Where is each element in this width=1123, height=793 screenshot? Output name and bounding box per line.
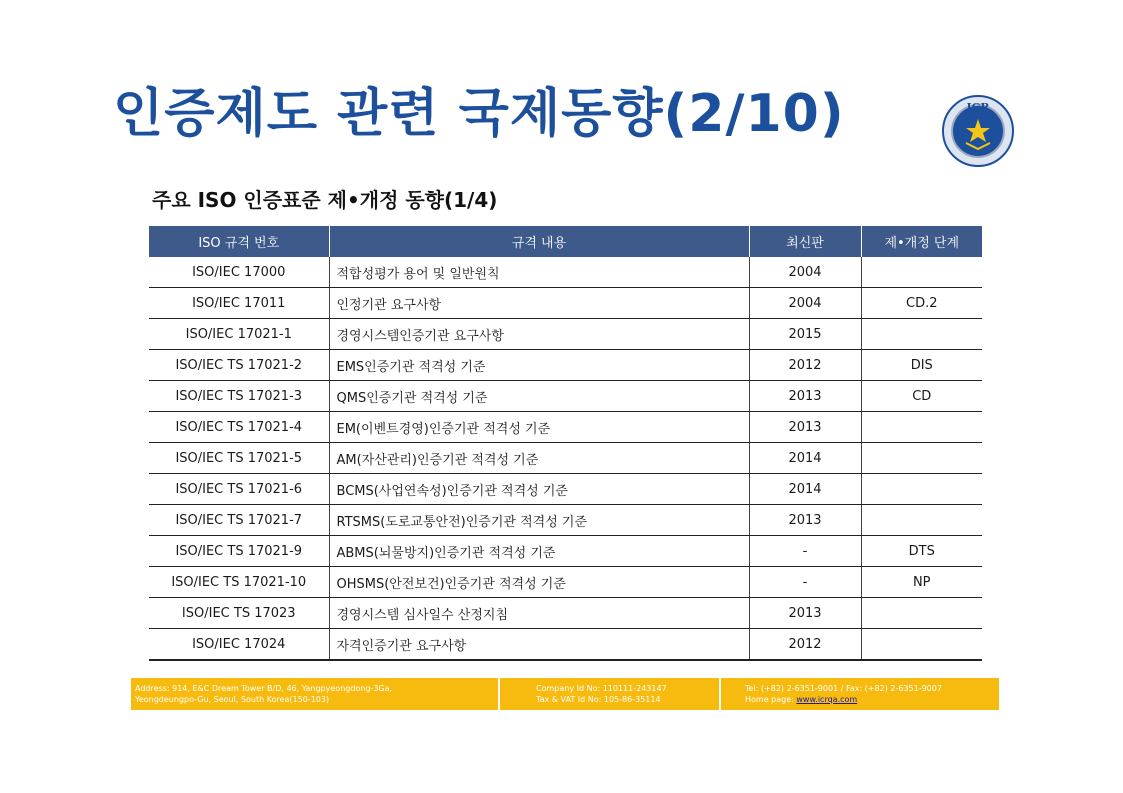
table-row <box>149 319 982 350</box>
iso-number-cell: ISO/IEC 17021-1 <box>149 319 329 350</box>
stage-cell <box>861 598 982 629</box>
table-row <box>149 629 982 661</box>
edition-cell: - <box>749 567 861 598</box>
stage-cell <box>861 629 982 661</box>
stage-cell: DIS <box>861 350 982 381</box>
table-row <box>149 381 982 412</box>
content-cell: 인정기관 요구사항 <box>329 288 749 319</box>
table-row <box>149 257 982 288</box>
iso-number-cell: ISO/IEC TS 17021-10 <box>149 567 329 598</box>
stage-cell: CD <box>861 381 982 412</box>
footer-company-ids <box>500 678 721 710</box>
content-cell: QMS인증기관 적격성 기준 <box>329 381 749 412</box>
table-row <box>149 443 982 474</box>
content-cell: ABMS(뇌물방지)인증기관 적격성 기준 <box>329 536 749 567</box>
edition-cell: 2004 <box>749 257 861 288</box>
edition-cell: 2012 <box>749 350 861 381</box>
table-row <box>149 288 982 319</box>
content-cell: EMS인증기관 적격성 기준 <box>329 350 749 381</box>
edition-cell: 2014 <box>749 474 861 505</box>
table-row <box>149 567 982 598</box>
edition-cell: 2013 <box>749 412 861 443</box>
edition-cell: - <box>749 536 861 567</box>
iso-standards-table <box>149 226 982 661</box>
iso-number-cell: ISO/IEC 17024 <box>149 629 329 661</box>
stage-cell <box>861 412 982 443</box>
table-row <box>149 505 982 536</box>
stage-cell: NP <box>861 567 982 598</box>
iso-number-cell: ISO/IEC TS 17021-6 <box>149 474 329 505</box>
stage-cell <box>861 474 982 505</box>
iso-number-cell: ISO/IEC TS 17021-4 <box>149 412 329 443</box>
stage-cell <box>861 443 982 474</box>
edition-cell: 2013 <box>749 598 861 629</box>
table-row <box>149 536 982 567</box>
svg-text:ICR: ICR <box>966 101 990 114</box>
content-cell: RTSMS(도로교통안전)인증기관 적격성 기준 <box>329 505 749 536</box>
iso-number-cell: ISO/IEC TS 17021-3 <box>149 381 329 412</box>
content-cell: 경영시스템인증기관 요구사항 <box>329 319 749 350</box>
header-latest-edition: 최신판 <box>749 226 861 257</box>
edition-cell: 2013 <box>749 381 861 412</box>
header-content: 규격 내용 <box>329 226 749 257</box>
iso-number-cell: ISO/IEC TS 17021-9 <box>149 536 329 567</box>
tax-id: Tax & VAT Id No: 105-86-35114 <box>536 695 661 704</box>
table-row <box>149 474 982 505</box>
tel-fax: Tel: (+82) 2-6351-9001 / Fax: (+82) 2-6351-9007 <box>745 684 942 693</box>
iso-number-cell: ISO/IEC 17011 <box>149 288 329 319</box>
content-cell: EM(이벤트경영)인증기관 적격성 기준 <box>329 412 749 443</box>
edition-cell: 2004 <box>749 288 861 319</box>
stage-cell <box>861 505 982 536</box>
page-title: 인증제도 관련 국제동향(2/10) <box>113 84 845 144</box>
table-row <box>149 412 982 443</box>
content-cell: 적합성평가 용어 및 일반원칙 <box>329 257 749 288</box>
footer-address <box>131 678 500 710</box>
address-line-2: Yeongdeungpo-Gu, Seoul, South Korea(150-103) <box>135 695 330 704</box>
footer-contact <box>721 678 999 710</box>
content-cell: AM(자산관리)인증기관 적격성 기준 <box>329 443 749 474</box>
content-cell: OHSMS(안전보건)인증기관 적격성 기준 <box>329 567 749 598</box>
icr-logo <box>942 95 1014 167</box>
stage-cell <box>861 319 982 350</box>
edition-cell: 2012 <box>749 629 861 661</box>
stage-cell: CD.2 <box>861 288 982 319</box>
table-row <box>149 598 982 629</box>
iso-number-cell: ISO/IEC TS 17021-7 <box>149 505 329 536</box>
iso-number-cell: ISO/IEC TS 17021-2 <box>149 350 329 381</box>
header-revision-stage: 제•개정 단계 <box>861 226 982 257</box>
home-page-link[interactable]: www.icrqa.com <box>796 695 858 704</box>
home-page-label: Home page: <box>745 695 797 704</box>
content-cell: BCMS(사업연속성)인증기관 적격성 기준 <box>329 474 749 505</box>
table-header-row <box>149 226 982 257</box>
stage-cell <box>861 257 982 288</box>
section-subtitle: 주요 ISO 인증표준 제•개정 동향(1/4) <box>152 188 498 212</box>
home-page <box>745 694 999 705</box>
iso-number-cell: ISO/IEC 17000 <box>149 257 329 288</box>
edition-cell: 2013 <box>749 505 861 536</box>
footer-bar <box>131 678 999 710</box>
content-cell: 경영시스템 심사일수 산정지침 <box>329 598 749 629</box>
edition-cell: 2014 <box>749 443 861 474</box>
header-iso-number: ISO 규격 번호 <box>149 226 329 257</box>
iso-number-cell: ISO/IEC TS 17021-5 <box>149 443 329 474</box>
address-line-1: Address: 914, E&C Dream Tower B/D, 46, Yangpyeongdong-3Ga, <box>135 684 393 693</box>
stage-cell: DTS <box>861 536 982 567</box>
company-id: Company Id No: 110111-243147 <box>536 684 667 693</box>
table-row <box>149 350 982 381</box>
iso-number-cell: ISO/IEC TS 17023 <box>149 598 329 629</box>
edition-cell: 2015 <box>749 319 861 350</box>
content-cell: 자격인증기관 요구사항 <box>329 629 749 661</box>
